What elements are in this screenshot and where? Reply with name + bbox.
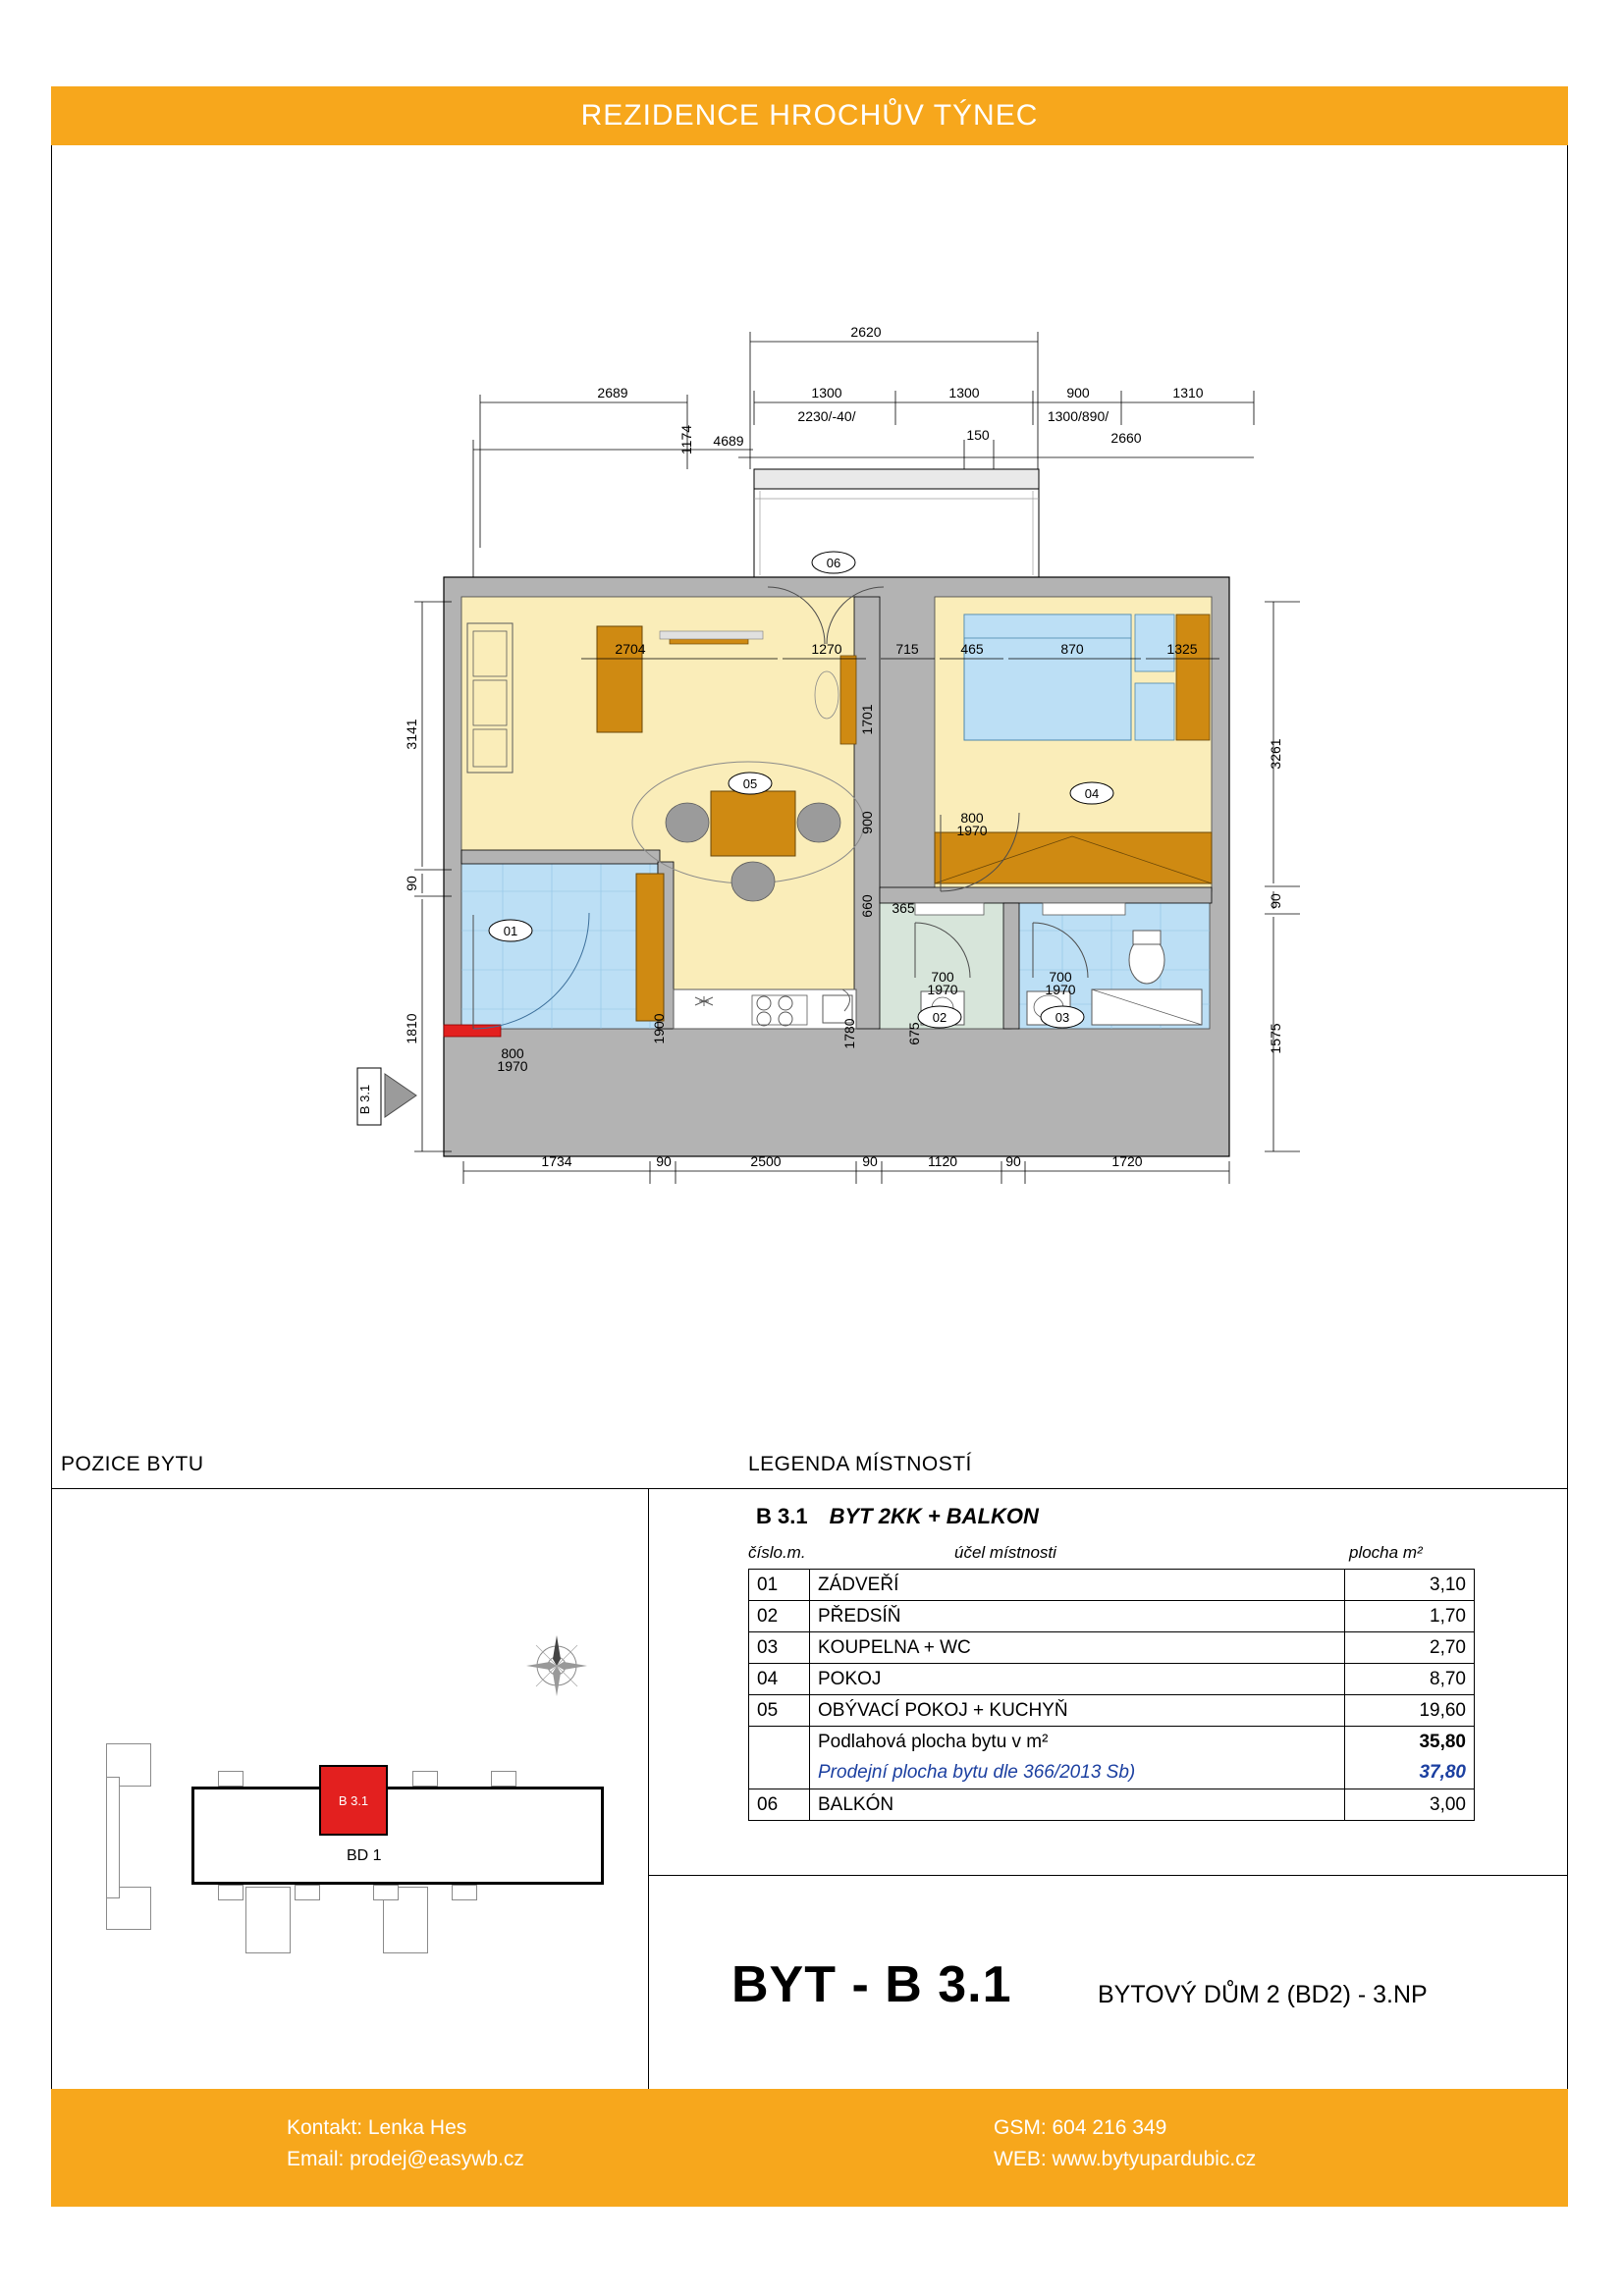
row-purpose: BALKÓN (810, 1789, 1345, 1821)
footer-contact-email[interactable]: Email: prodej@easywb.cz (287, 2148, 524, 2170)
room-tag-04: 04 (1084, 786, 1100, 801)
footer-contact-name: Kontakt: Lenka Hes (287, 2116, 467, 2139)
dim-1720: 1720 (1111, 1153, 1143, 1169)
dim-2689: 2689 (597, 385, 628, 400)
site-wing-3 (245, 1887, 291, 1953)
site-building-label: BD 1 (347, 1847, 382, 1864)
dim-3141: 3141 (404, 719, 419, 750)
row-number: 06 (749, 1789, 810, 1821)
dim-1120: 1120 (927, 1153, 958, 1169)
title-block-sub: BYTOVÝ DŮM 2 (BD2) - 3.NP (1098, 1981, 1428, 2008)
room-tag-03: 03 (1055, 1010, 1070, 1025)
dim-675: 675 (906, 1022, 922, 1045)
legend-section-label: LEGENDA MÍSTNOSTÍ (748, 1453, 972, 1475)
site-unit-marker: B 3.1 (319, 1765, 388, 1836)
legend-title-divider (648, 1875, 1568, 1876)
dim-90-right: 90 (1268, 893, 1283, 909)
table-row (749, 1664, 1475, 1695)
site-wing-5 (106, 1777, 120, 1898)
row-purpose: OBÝVACÍ POKOJ + KUCHYŇ (810, 1695, 1345, 1727)
row-area: 1,70 (1345, 1601, 1475, 1632)
legend-unit-header (756, 1504, 1039, 1529)
dim-465: 465 (960, 641, 984, 657)
row-purpose: ZÁDVEŘÍ (810, 1570, 1345, 1601)
footer-contact (287, 2112, 524, 2175)
dim-1300a: 1300 (811, 385, 842, 400)
dim-660: 660 (859, 894, 875, 918)
door-label-04-w: 800 (960, 810, 984, 826)
legend-col-purpose: účel místnosti (954, 1543, 1056, 1562)
sum-sale-value: 37,80 (1345, 1758, 1475, 1789)
row-area: 19,60 (1345, 1695, 1475, 1727)
footer-gsm: GSM: 604 216 349 (994, 2116, 1167, 2139)
site-nub-6 (373, 1885, 399, 1900)
dim-2230-40: 2230/-40/ (797, 408, 856, 424)
table-row (749, 1632, 1475, 1664)
table-row (749, 1695, 1475, 1727)
title-block-main: BYT - B 3.1 (731, 1956, 1012, 2013)
dim-1300b: 1300 (948, 385, 980, 400)
door-label-01-w: 800 (501, 1045, 524, 1061)
table-row-balcony (749, 1789, 1475, 1821)
dim-1701: 1701 (859, 704, 875, 735)
page-title: REZIDENCE HROCHŮV TÝNEC (580, 99, 1039, 132)
legend-col-area: plocha m² (1349, 1543, 1423, 1562)
row-purpose: PŘEDSÍŇ (810, 1601, 1345, 1632)
dim-1270: 1270 (811, 641, 842, 657)
row-number: 02 (749, 1601, 810, 1632)
legend-table (748, 1569, 1475, 1821)
table-row-sum-floor (749, 1727, 1475, 1758)
door-label-04-h: 1970 (956, 823, 988, 838)
door-label-03-h: 1970 (1045, 982, 1076, 997)
floor-plan-drawing (51, 145, 1568, 1451)
dim-900-inner: 900 (859, 811, 875, 834)
door-label-01-h: 1970 (497, 1058, 528, 1074)
site-nub-3 (491, 1771, 516, 1787)
dim-2704: 2704 (615, 641, 646, 657)
dim-365: 365 (892, 900, 915, 916)
sum-sale-label: Prodejní plocha bytu dle 366/2013 Sb) (810, 1758, 1345, 1789)
dim-90-b2: 90 (862, 1153, 878, 1169)
dim-870: 870 (1060, 641, 1084, 657)
compass-rose-icon (520, 1629, 593, 1702)
legend-unit-code: B 3.1 (756, 1504, 808, 1528)
section-divider-vertical (648, 1488, 649, 2089)
legend-unit-type: BYT 2KK + BALKON (829, 1504, 1039, 1528)
row-number: 05 (749, 1695, 810, 1727)
table-row (749, 1601, 1475, 1632)
footer-band (51, 2089, 1568, 2207)
sum-floor-label: Podlahová plocha bytu v m² (810, 1727, 1345, 1758)
door-label-02-h: 1970 (927, 982, 958, 997)
door-label-02-w: 700 (931, 969, 954, 985)
table-row-sum-sale (749, 1758, 1475, 1789)
dim-1780: 1780 (841, 1018, 857, 1049)
position-section-label: POZICE BYTU (61, 1453, 204, 1475)
dim-2620: 2620 (850, 324, 882, 340)
row-purpose: KOUPELNA + WC (810, 1632, 1345, 1664)
dim-2660: 2660 (1110, 430, 1142, 446)
dim-715: 715 (895, 641, 919, 657)
sum-floor-value: 35,80 (1345, 1727, 1475, 1758)
site-nub-1 (218, 1771, 243, 1787)
dim-1900: 1900 (651, 1013, 667, 1044)
site-nub-2 (412, 1771, 438, 1787)
footer-links (994, 2112, 1256, 2175)
dim-90-b1: 90 (656, 1153, 672, 1169)
dim-1174: 1174 (678, 424, 694, 455)
dim-150: 150 (966, 427, 990, 443)
row-purpose: POKOJ (810, 1664, 1345, 1695)
room-tag-05: 05 (742, 776, 758, 791)
table-row (749, 1570, 1475, 1601)
row-area: 3,00 (1345, 1789, 1475, 1821)
row-area: 8,70 (1345, 1664, 1475, 1695)
room-tag-01: 01 (503, 924, 518, 938)
entry-unit-tag: B 3.1 (357, 1084, 372, 1115)
room-tag-02: 02 (932, 1010, 947, 1025)
header-band (51, 86, 1568, 145)
room-tag-06: 06 (826, 556, 841, 570)
footer-web[interactable]: WEB: www.bytyupardubic.cz (994, 2148, 1257, 2170)
dim-1734: 1734 (541, 1153, 572, 1169)
site-nub-5 (295, 1885, 320, 1900)
dim-1810: 1810 (404, 1013, 419, 1044)
row-number: 03 (749, 1632, 810, 1664)
door-label-03-w: 700 (1049, 969, 1072, 985)
dim-3261: 3261 (1268, 738, 1283, 770)
dim-90-left: 90 (404, 876, 419, 891)
dim-1325: 1325 (1166, 641, 1198, 657)
dim-2500: 2500 (750, 1153, 782, 1169)
dim-4689: 4689 (713, 433, 744, 449)
dim-900: 900 (1066, 385, 1090, 400)
dim-90-b3: 90 (1005, 1153, 1021, 1169)
site-nub-4 (218, 1885, 243, 1900)
row-number: 01 (749, 1570, 810, 1601)
row-number: 04 (749, 1664, 810, 1695)
site-building-outline (191, 1787, 604, 1885)
dim-1300-890: 1300/890/ (1047, 408, 1109, 424)
dim-1310: 1310 (1172, 385, 1204, 400)
section-divider-horizontal (51, 1488, 1568, 1489)
position-diagram (98, 1629, 609, 1953)
legend-col-number: číslo.m. (748, 1543, 806, 1562)
legend-column-headers (748, 1543, 1475, 1569)
row-area: 3,10 (1345, 1570, 1475, 1601)
site-nub-7 (452, 1885, 477, 1900)
row-area: 2,70 (1345, 1632, 1475, 1664)
dim-1575: 1575 (1268, 1023, 1283, 1054)
